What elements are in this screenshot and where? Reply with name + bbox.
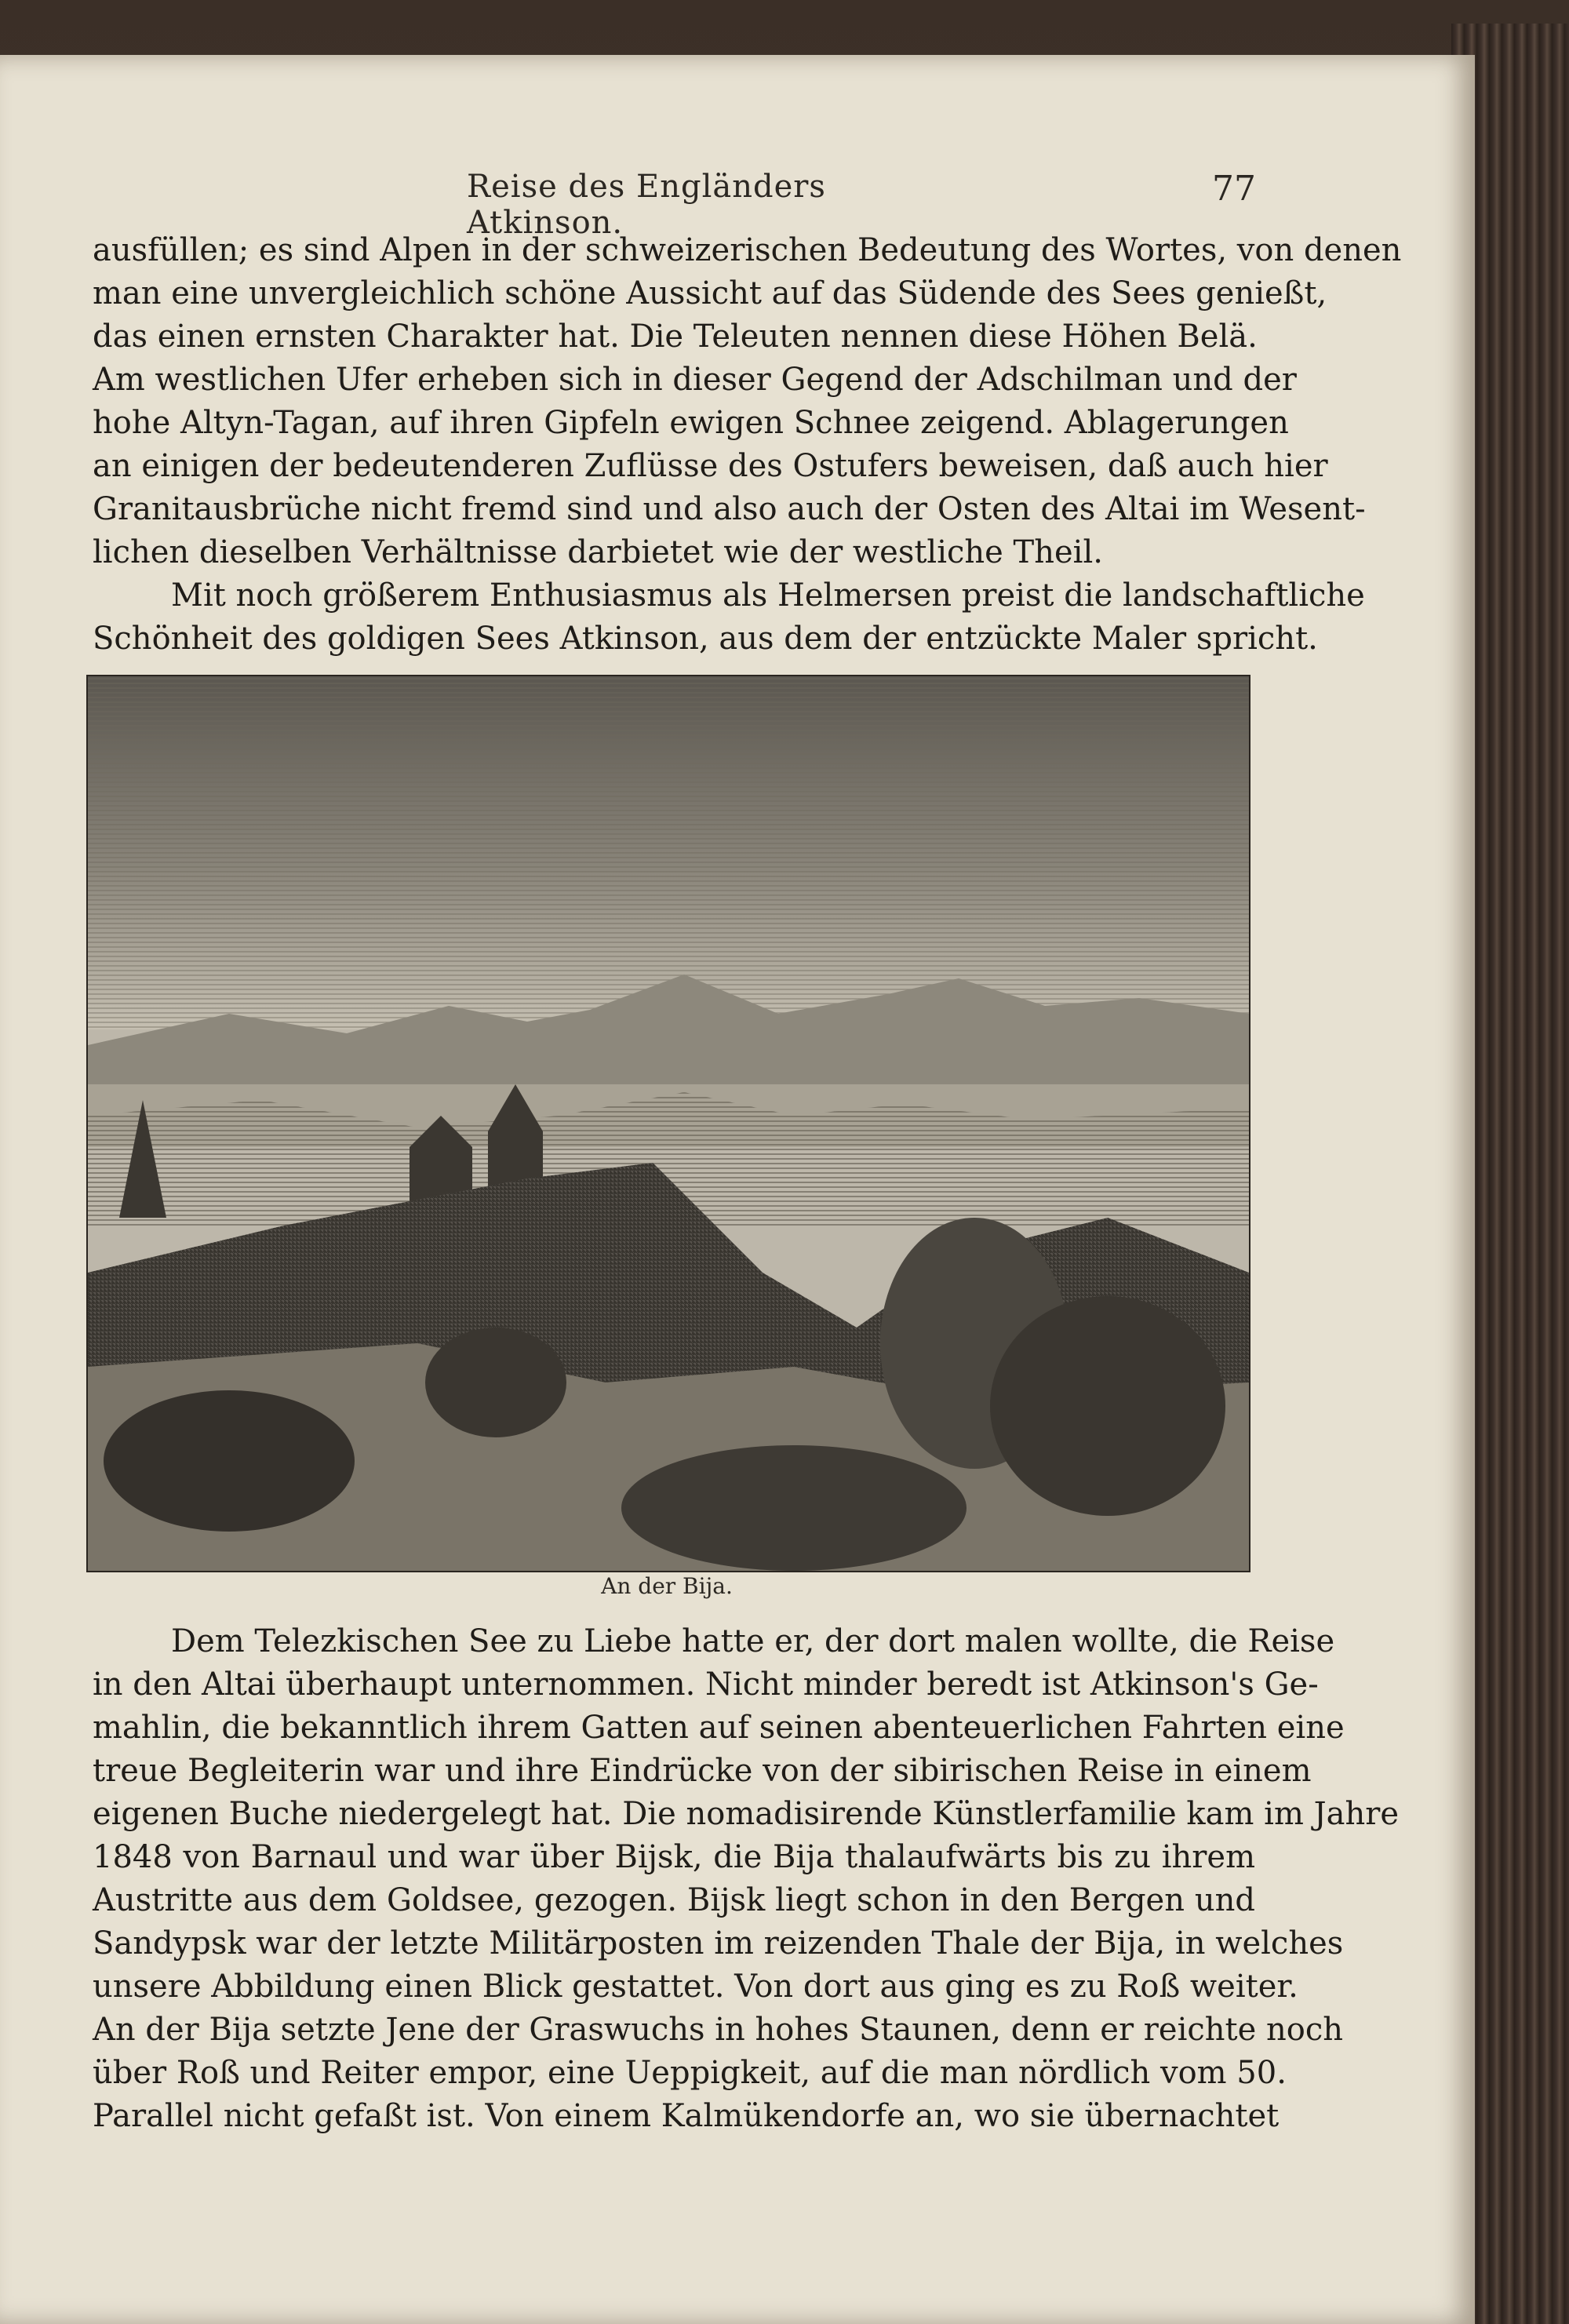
text-line: treue Begleiterin war und ihre Eindrücke von der sibirischen Reise in einem	[93, 1753, 1312, 1789]
paragraph-2	[93, 574, 1365, 661]
text-block-bottom	[93, 1620, 1400, 2138]
text-line: lichen dieselben Verhältnisse darbietet wie der westliche Theil.	[93, 534, 1103, 570]
text-line: eigenen Buche niedergelegt hat. Die nomadisirende Künstlerfamilie kam im Jahre	[93, 1796, 1400, 1832]
text-line: Schönheit des goldigen Sees Atkinson, aus dem der entzückte Maler spricht.	[93, 621, 1318, 657]
text-line: in den Altai überhaupt unternommen. Nicht minder beredt ist Atkinson's Ge-	[93, 1667, 1319, 1703]
paragraph-1	[93, 229, 1402, 574]
text-line: An der Bija setzte Jene der Graswuchs in hohes Staunen, denn er reichte noch	[93, 2012, 1344, 2048]
text-line: Parallel nicht gefaßt ist. Von einem Kalmükendorfe an, wo sie übernachtet	[93, 2098, 1280, 2134]
boulder	[621, 1445, 967, 1571]
text-line: das einen ernsten Charakter hat. Die Teleuten nennen diese Höhen Belä.	[93, 319, 1258, 355]
paragraph-3	[93, 1620, 1400, 2138]
text-line: man eine unvergleichlich schöne Aussicht auf das Südende des Sees genießt,	[93, 275, 1327, 311]
text-line: Austritte aus dem Goldsee, gezogen. Bijsk liegt schon in den Bergen und	[93, 1882, 1255, 1918]
text-line: Sandypsk war der letzte Militärposten im reizenden Thale der Bija, in welches	[93, 1925, 1344, 1962]
text-line: an einigen der bedeutenderen Zuflüsse des Ostufers beweisen, daß auch hier	[93, 448, 1328, 484]
running-head: Reise des Engländers Atkinson.	[467, 169, 826, 241]
text-line: Am westlichen Ufer erheben sich in dieser Gegend der Adschilman und der	[93, 362, 1297, 398]
boulder	[425, 1328, 566, 1437]
text-line: Granitausbrüche nicht fremd sind und also auch der Osten des Altai im Wesent-	[93, 491, 1366, 527]
text-line: über Roß und Reiter empor, eine Ueppigkeit, auf die man nördlich vom 50.	[93, 2055, 1287, 2091]
page-number: 77	[1212, 169, 1256, 209]
text-block-top	[93, 229, 1402, 661]
text-line: Mit noch größerem Enthusiasmus als Helmersen preist die landschaftliche	[171, 577, 1365, 614]
boulder	[104, 1390, 355, 1532]
text-line: unsere Abbildung einen Blick gestattet. Von dort aus ging es zu Roß weiter.	[93, 1969, 1298, 2005]
text-line: hohe Altyn-Tagan, auf ihren Gipfeln ewigen Schnee zeigend. Ablagerungen	[93, 405, 1289, 441]
rock-outcrop	[990, 1296, 1225, 1516]
text-line: Dem Telezkischen See zu Liebe hatte er, der dort malen wollte, die Reise	[171, 1623, 1335, 1659]
text-line: ausfüllen; es sind Alpen in der schweizerischen Bedeutung des Wortes, von denen	[93, 232, 1402, 268]
engraving-illustration	[86, 675, 1250, 1572]
landscape-engraving	[88, 676, 1249, 1571]
text-line: 1848 von Barnaul und war über Bijsk, die Bija thalaufwärts bis zu ihrem	[93, 1839, 1255, 1875]
text-line: mahlin, die bekanntlich ihrem Gatten auf seinen abenteuerlichen Fahrten eine	[93, 1710, 1345, 1746]
figure-caption: An der Bija.	[601, 1573, 733, 1599]
